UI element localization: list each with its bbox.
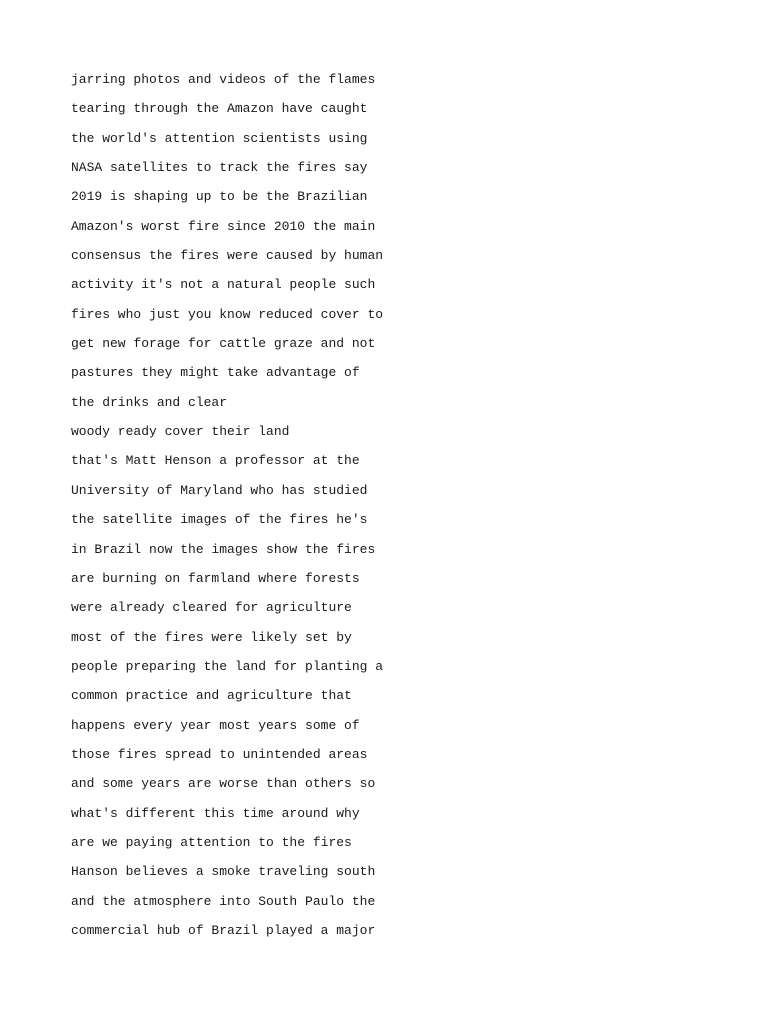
text-line: Amazon's worst fire since 2010 the main [71, 218, 376, 234]
text-line: activity it's not a natural people such [71, 277, 376, 293]
text-line: get new forage for cattle graze and not [71, 336, 376, 352]
text-line: happens every year most years some of [71, 717, 360, 733]
text-line: the drinks and clear [71, 394, 228, 410]
text-line: woody ready cover their land [71, 424, 290, 440]
text-line: are burning on farmland where forests [71, 570, 360, 586]
text-line: NASA satellites to track the fires say [71, 160, 368, 176]
text-line: consensus the fires were caused by human [71, 248, 384, 264]
text-line: commercial hub of Brazil played a major [71, 922, 376, 938]
text-line: and some years are worse than others so [71, 776, 376, 792]
text-line: jarring photos and videos of the flames [71, 72, 376, 87]
text-line: the world's attention scientists using [71, 130, 368, 146]
text-line: fires who just you know reduced cover to [71, 306, 384, 322]
text-line: Hanson believes a smoke traveling south [71, 864, 376, 880]
text-line: most of the fires were likely set by [71, 629, 352, 645]
text-line: that's Matt Henson a professor at the [71, 453, 360, 469]
text-line: are we paying attention to the fires [71, 834, 352, 850]
text-line: those fires spread to unintended areas [71, 746, 368, 762]
text-line: common practice and agriculture that [71, 688, 352, 704]
text-line: and the atmosphere into South Paulo the [71, 893, 376, 909]
text-line: tearing through the Amazon have caught [71, 101, 368, 117]
text-line: pastures they might take advantage of [71, 365, 360, 381]
text-line: University of Maryland who has studied [71, 482, 368, 498]
text-line: people preparing the land for planting a [71, 658, 384, 674]
text-line: the satellite images of the fires he's [71, 512, 368, 528]
text-line: what's different this time around why [71, 805, 360, 821]
text-line: in Brazil now the images show the fires [71, 541, 376, 557]
transcript-text [71, 69, 383, 949]
text-line: 2019 is shaping up to be the Brazilian [71, 189, 368, 205]
text-line: were already cleared for agriculture [71, 600, 352, 616]
